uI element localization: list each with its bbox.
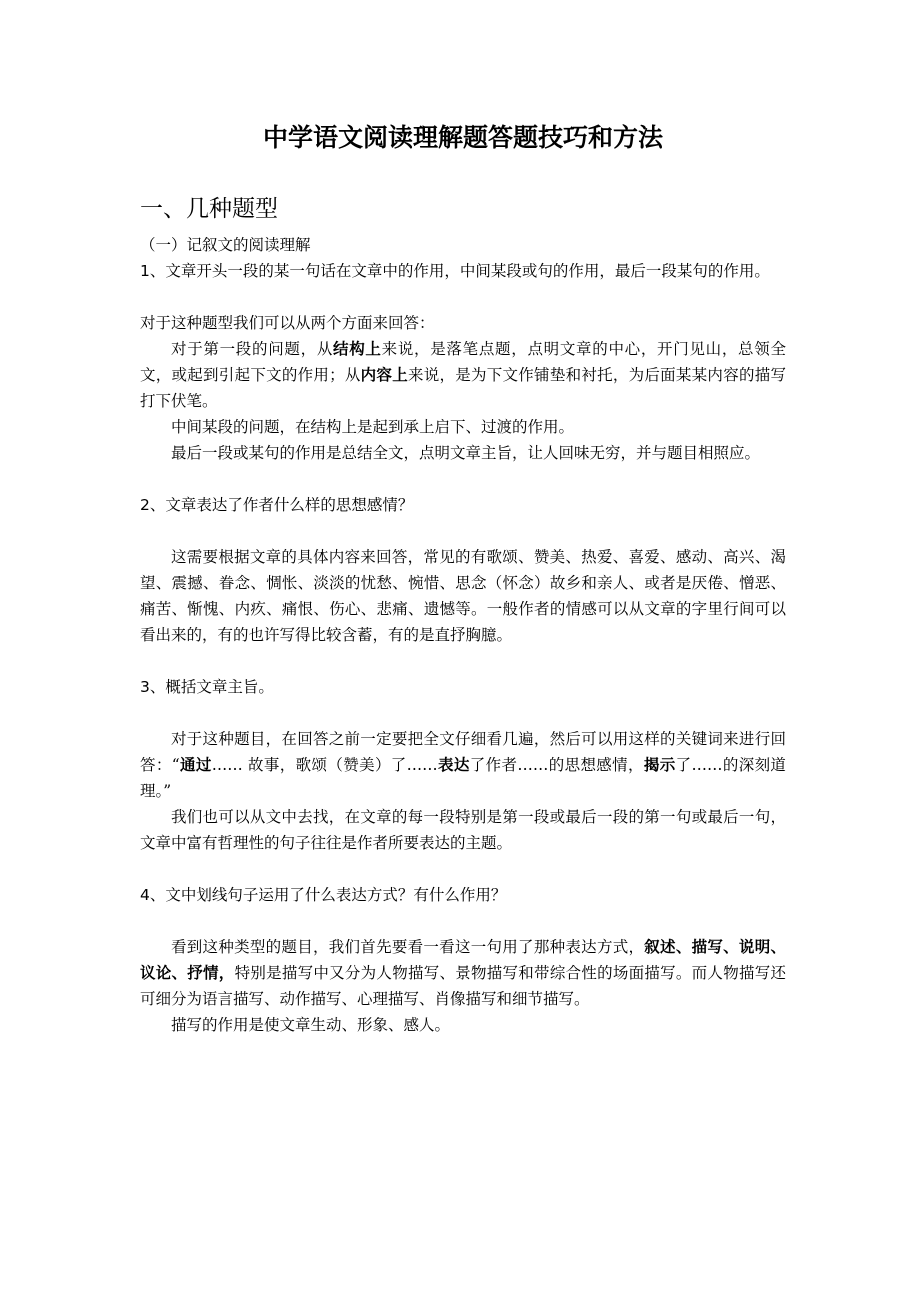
q1-paragraph-3: 最后一段或某句的作用是总结全文，点明文章主旨，让人回味无穷，并与题目相照应。: [171, 444, 761, 462]
q4-paragraph-2: 描写的作用是使文章生动、形象、感人。: [171, 1016, 451, 1034]
bold-text: 结构上: [333, 340, 382, 358]
q4-paragraph-1: [140, 934, 786, 1012]
blank-line: [140, 466, 786, 492]
q3-paragraph-1: [140, 726, 786, 804]
section-heading: 一、几种题型: [140, 196, 278, 222]
bold-text: 内容上: [360, 366, 408, 384]
question-4: 4、文中划线句子运用了什么表达方式？有什么作用？: [140, 886, 507, 904]
blank-line: [140, 518, 786, 544]
subsection-heading: （一）记叙文的阅读理解: [140, 236, 311, 254]
text-run: 来说，是落笔点题，点明文章的中心，开门见山，总领全文，或起到引起下文的作用；从: [140, 340, 786, 384]
question-3: 3、概括文章主旨。: [140, 678, 274, 696]
text-run: 了……的深刻道理。”: [140, 756, 786, 800]
bold-text: 通过: [179, 756, 212, 774]
q1-paragraph-2: 中间某段的问题，在结构上是起到承上启下、过渡的作用。: [171, 418, 575, 436]
blank-line: [140, 856, 786, 882]
text-run: 特别是描写中又分为人物描写、景物描写和带综合性的场面描写。而人物描写还可细分为语言描写、动作描写、心理描写、肖像描写和细节描写。: [140, 964, 786, 1008]
q1-intro: 对于这种题型我们可以从两个方面来回答：: [140, 314, 435, 332]
text-run: 对于第一段的问题，从: [171, 340, 334, 358]
q1-paragraph-1: [140, 336, 786, 414]
question-2: 2、文章表达了作者什么样的思想感情？: [140, 496, 414, 514]
bold-text: 叙述、描写、说明、议论、抒情，: [140, 938, 786, 982]
blank-line: [140, 908, 786, 934]
bold-text: 表达: [437, 756, 470, 774]
text-run: 了作者……的思想感情，: [469, 756, 644, 774]
text-run: 对于这种题目，在回答之前一定要把全文仔细看几遍，然后可以用这样的关键词来进行回答：“: [140, 730, 786, 774]
blank-line: [140, 284, 786, 310]
bold-text: 揭示: [643, 756, 676, 774]
q2-paragraph-1: 这需要根据文章的具体内容来回答，常见的有歌颂、赞美、热爱、喜爱、感动、高兴、渴望、震撼、眷念、惆怅、淡淡的忧愁、惋惜、思念（怀念）故乡和亲人、或者是厌倦、憎恶、痛苦、惭愧、内疚、痛恨、伤心、悲痛、遗憾等。一般作者的情感可以从文章的字里行间可以看出来的，有的也许写得比较含蓄，有的是直抒胸臆。: [140, 548, 786, 644]
text-run: 看到这种类型的题目，我们首先要看一看这一句用了那种表达方式，: [171, 938, 645, 956]
blank-line: [140, 648, 786, 674]
document-title: 中学语文阅读理解题答题技巧和方法: [262, 123, 663, 152]
text-run: 来说，是为下文作铺垫和衬托，为后面某某内容的描写打下伏笔。: [140, 366, 786, 410]
document-body: [140, 232, 786, 1038]
q3-paragraph-2: 我们也可以从文中去找，在文章的每一段特别是第一段或最后一段的第一句或最后一句，文章中富有哲理性的句子往往是作者所要表达的主题。: [140, 808, 786, 852]
blank-line: [140, 700, 786, 726]
question-1: 1、文章开头一段的某一句话在文章中的作用，中间某段或句的作用，最后一段某句的作用。: [140, 262, 770, 280]
text-run: …… 故事，歌颂（赞美）了……: [211, 756, 438, 774]
